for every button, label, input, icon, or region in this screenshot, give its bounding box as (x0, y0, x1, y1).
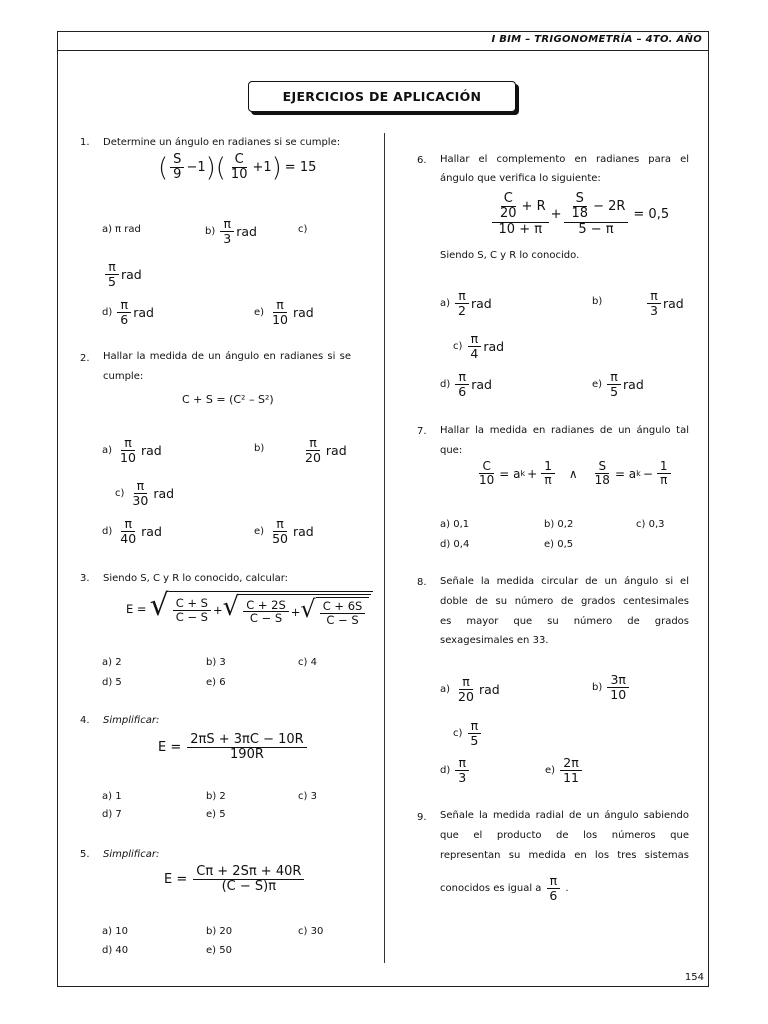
exercise-6-equation: $\frac{C}{20}$ + R 10 + π + $\frac{S}{18}$ − 2R 5 − π = 0,5 (490, 192, 669, 237)
exercise-5-text: Simplificar: (103, 849, 160, 860)
sqrt-term-2: √ $\frac{C + 2S}{C - S}$ + √ $\frac{C + 6S}{C - S}$ (223, 594, 372, 626)
exercise-6-text-line2: ángulo que verifica lo siguiente: (440, 173, 601, 184)
exercise-1-option-e: e) $\frac{\pi}{10}$ rad (254, 297, 314, 327)
exercise-7-text-line2: que: (440, 445, 463, 456)
page-header: I BIM – TRIGONOMETRÍA – 4TO. AÑO (491, 34, 702, 45)
exercise-6-option-a: a) $\frac{\pi}{2}$ rad (440, 288, 492, 318)
exercise-3-option-d: d) 5 (102, 677, 122, 688)
exercise-5-option-b: b) 20 (206, 926, 233, 937)
exercise-3-number: 3. (80, 573, 90, 584)
exercise-9-text-line2: que el producto de los números que (440, 830, 689, 841)
exercise-3-option-b: b) 3 (206, 657, 226, 668)
exercise-7-number: 7. (417, 426, 427, 437)
exercise-5-option-e: e) 50 (206, 945, 232, 956)
exercise-1-option-b: b) $\frac{\pi}{3}$ rad (205, 216, 257, 246)
exercise-6-option-b-label: b) (592, 296, 603, 307)
column-divider (384, 133, 385, 963)
exercise-7-option-e: e) 0,5 (544, 539, 574, 550)
exercise-4-text: Simplificar: (103, 715, 160, 726)
exercise-1-option-c-label: c) (298, 224, 308, 235)
exercise-8-text-line1: Señale la medida circular de un ángulo si el (440, 576, 689, 587)
exercise-4-option-a: a) 1 (102, 791, 122, 802)
paren-close: ) (205, 152, 216, 183)
exercise-8-number: 8. (417, 577, 427, 588)
fraction-s-9: $\frac{S}{9}$ (170, 153, 184, 183)
fraction-c-10: $\frac{C}{10}$ (230, 152, 248, 183)
exercise-7-option-b: b) 0,2 (544, 519, 574, 530)
exercise-4-equation: E = $\frac{2\pi S + 3\pi C - 10R}{190R}$ (158, 733, 309, 763)
minus-one: −1 (186, 160, 206, 176)
exercise-7-option-c: c) 0,3 (636, 519, 665, 530)
exercise-4-option-c: c) 3 (298, 791, 317, 802)
exercise-3-option-e: e) 6 (206, 677, 226, 688)
exercise-6-option-d: d) $\frac{\pi}{6}$ rad (440, 369, 492, 399)
fraction-first-term: $\frac{C}{20}$ + R 10 + π (492, 192, 549, 237)
page-title: EJERCICIOS DE APLICACIÓN (248, 81, 516, 112)
exercise-8-text-line3: es mayor que su número de grados (440, 616, 689, 627)
exercise-4-option-e: e) 5 (206, 809, 226, 820)
exercise-8-text-line4: sexagesimales en 33. (440, 635, 549, 646)
title-banner (248, 81, 516, 112)
exercise-2-option-a: a) $\frac{\pi}{10}$ rad (102, 435, 162, 465)
exercise-3-option-a: a) 2 (102, 657, 122, 668)
exercise-9-number: 9. (417, 812, 427, 823)
exercise-6-note: Siendo S, C y R lo conocido. (440, 250, 580, 261)
exercise-5-number: 5. (80, 849, 90, 860)
sqrt-term-3: √ $\frac{C + 6S}{C - S}$ (300, 597, 369, 626)
exercise-5-option-c: c) 30 (298, 926, 324, 937)
exercise-1-option-d: d) $\frac{\pi}{6}$ rad (102, 297, 154, 327)
exercise-3-text: Siendo S, C y R lo conocido, calcular: (103, 573, 289, 584)
exercise-8-text-line2: doble de su número de grados centesimales (440, 596, 689, 607)
paren-open-2: ( (215, 152, 226, 183)
exercise-4-option-d: d) 7 (102, 809, 122, 820)
exercise-7-option-a: a) 0,1 (440, 519, 470, 530)
exercise-2-option-c: c) $\frac{\pi}{30}$ rad (115, 478, 175, 508)
exercise-7-text-line1: Hallar la medida en radianes de un ángulo tal (440, 425, 689, 436)
sqrt-term-1: √ $\frac{C + S}{C - S}$ + √ $\frac{C + 2S}{C - S}$ + √ $\frac{C + 6S}{C - S}$ (150, 591, 374, 626)
exercise-7-option-d: d) 0,4 (440, 539, 470, 550)
exercise-8-option-c: c) $\frac{\pi}{5}$ (453, 719, 483, 748)
exercise-8-option-a: a) $\frac{\pi}{20}$ rad (440, 674, 500, 704)
paren-close-2: ) (271, 152, 282, 183)
exercise-4-number: 4. (80, 715, 90, 726)
exercise-2-option-d: d) $\frac{\pi}{40}$ rad (102, 516, 162, 546)
exercise-3-option-c: c) 4 (298, 657, 317, 668)
exercise-6-number: 6. (417, 155, 427, 166)
exercise-1-option-c-value: $\frac{\pi}{5}$ rad (103, 260, 142, 289)
paren-open: ( (158, 152, 169, 183)
exercise-6-option-e: e) $\frac{\pi}{5}$ rad (592, 369, 644, 399)
exercise-5-option-a: a) 10 (102, 926, 128, 937)
exercise-8-option-b: b) $\frac{3\pi}{10}$ (592, 673, 631, 702)
plus-one: +1 (252, 160, 272, 176)
exercise-2-option-b-value: $\frac{\pi}{20}$ rad (305, 435, 347, 465)
exercise-5-option-d: d) 40 (102, 945, 129, 956)
exercise-1-text: Determine un ángulo en radianes si se cumple: (103, 137, 341, 148)
exercise-9-text-line4: conocidos es igual a $\frac{\pi}{6}$ . (440, 873, 569, 903)
exercise-9-text-line3: representan su medida en los tres sistemas (440, 850, 689, 861)
exercise-6-option-c: c) $\frac{\pi}{4}$ rad (453, 331, 505, 361)
exercise-2-option-e: e) $\frac{\pi}{50}$ rad (254, 516, 314, 546)
fraction-second-term: $\frac{S}{18}$ − 2R 5 − π (564, 192, 629, 237)
exercise-1-option-a: a) π rad (102, 224, 141, 235)
exercise-2-equation: C + S = (C² – S²) (182, 393, 274, 406)
exercise-1-equation (158, 153, 316, 183)
exercise-6-option-b-value: $\frac{\pi}{3}$ rad (645, 289, 684, 318)
exercise-4-option-b: b) 2 (206, 791, 226, 802)
equation-rhs: = 15 (284, 160, 317, 176)
exercise-2-text: Hallar la medida de un ángulo en radianes si se cumple: (103, 351, 351, 382)
header-rule (58, 50, 708, 51)
exercise-8-option-d: d) $\frac{\pi}{3}$ (440, 756, 471, 785)
exercise-2-option-b-label: b) (254, 443, 265, 454)
exercise-9-text-line1: Señale la medida radial de un ángulo sabiendo (440, 810, 689, 821)
page-number: 154 (684, 972, 704, 983)
exercise-7-equation: $\frac{C}{10}$ = a k + $\frac{1}{\pi}$ ∧ $\frac{S}{18}$ = a k − $\frac{1}{\pi}$ (474, 460, 673, 487)
exercise-8-option-e: e) $\frac{2\pi}{11}$ (545, 756, 584, 785)
exercise-1-number: 1. (80, 137, 90, 148)
exercise-5-equation: E = $\frac{C\pi + 2S\pi + 40R}{(C - S)\pi}$ (164, 865, 306, 895)
exercise-2-number: 2. (80, 353, 90, 364)
exercise-3-equation: E = √ $\frac{C + S}{C - S}$ + √ $\frac{C + 2S}{C - S}$ + √ $\frac{C + 6S}{C - S}$ (126, 591, 373, 626)
exercise-6-text-line1: Hallar el complemento en radianes para el (440, 154, 689, 165)
